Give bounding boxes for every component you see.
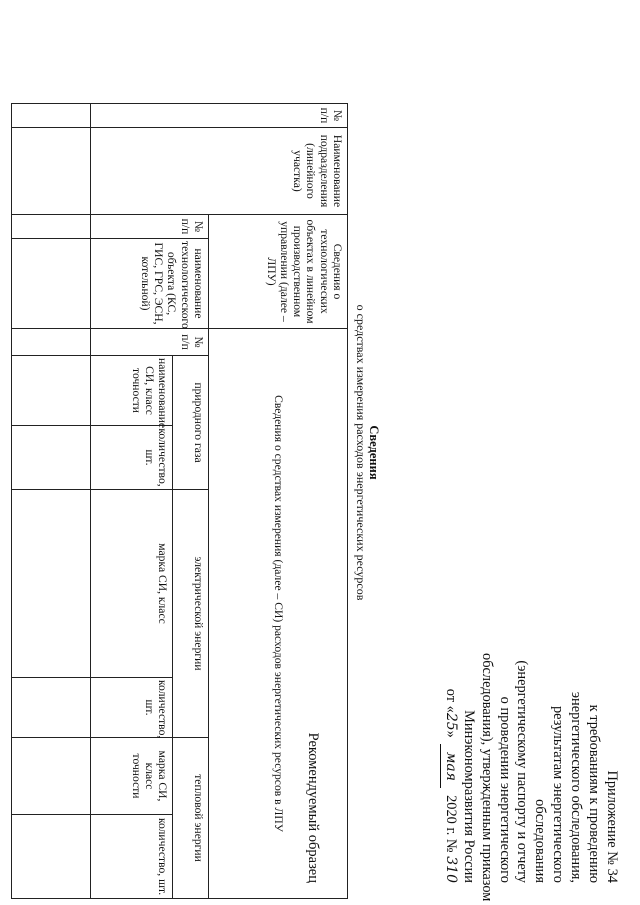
date-day-handwritten: 25	[442, 712, 459, 731]
meters-table	[11, 103, 348, 898]
date-mid: »	[442, 730, 459, 738]
sample-label: Рекомендуемый образец	[305, 732, 321, 883]
table-row	[12, 104, 91, 899]
header-gas-qty: количество, шт.	[91, 426, 173, 490]
table-cell	[12, 128, 91, 215]
header-elec-qty: количество, шт.	[91, 678, 173, 738]
appendix-line: о проведении энергетического	[496, 696, 513, 883]
appendix-line: результатам энергетического	[550, 705, 567, 883]
table-cell	[12, 104, 91, 128]
header-heat-qty: количество, шт.	[91, 815, 173, 899]
header-elec-brand: марка СИ, класс	[91, 490, 173, 678]
order-number-handwritten: 310	[442, 856, 459, 883]
header-electricity: электрической энергии	[173, 490, 209, 738]
header-objects: Сведения о технологических объектах в линейном производственном управлении (далее – ЛПУ)	[208, 215, 347, 329]
appendix-line: к требованиям к проведению	[586, 704, 603, 883]
header-division: Наименование подразделения (линейного участка)	[91, 128, 348, 215]
appendix-line: Приложение № 34	[604, 770, 620, 883]
appendix-header	[440, 653, 620, 902]
header-num: № п/п	[91, 104, 348, 128]
header-object-name: наименование технологического объекта (КС, ГИС, ГРС, ЭСН, котельной)	[91, 239, 209, 329]
appendix-line: обследования), утвержденным приказом	[478, 653, 495, 902]
table-cell	[12, 329, 91, 356]
date-suffix: 2020 г. №	[442, 795, 459, 853]
table-cell	[12, 426, 91, 490]
date-prefix: от «	[442, 688, 459, 713]
table-cell	[12, 678, 91, 738]
header-gas-name: наименование СИ, класс точности	[91, 356, 173, 426]
table-cell	[12, 490, 91, 678]
header-gas: природного газа	[173, 356, 209, 490]
table-cell	[12, 356, 91, 426]
appendix-line: энергетического обследования,	[568, 691, 585, 883]
table-cell	[12, 239, 91, 329]
appendix-line: Минэкономразвития России	[460, 710, 477, 883]
table-cell	[12, 215, 91, 239]
document-title: Сведения	[367, 425, 381, 480]
header-meters: Сведения о средствах измерения (далее – СИ) расходов энергетических ресурсов в ЛПУ	[208, 329, 347, 899]
header-heat: тепловой энергии	[173, 738, 209, 899]
table-cell	[12, 815, 91, 899]
header-heat-brand: марка СИ, класс точности	[91, 738, 173, 815]
header-object-num: № п/п	[91, 215, 209, 239]
appendix-line: (энергетическому паспорту и отчету	[514, 660, 531, 883]
table-cell	[12, 738, 91, 815]
date-month-handwritten: мая	[440, 744, 459, 788]
appendix-line: обследования	[532, 799, 549, 883]
order-date-line	[440, 653, 459, 883]
document-subtitle: о средствах измерения расходов энергетических ресурсов	[354, 304, 368, 601]
header-meter-num: № п/п	[91, 329, 209, 356]
